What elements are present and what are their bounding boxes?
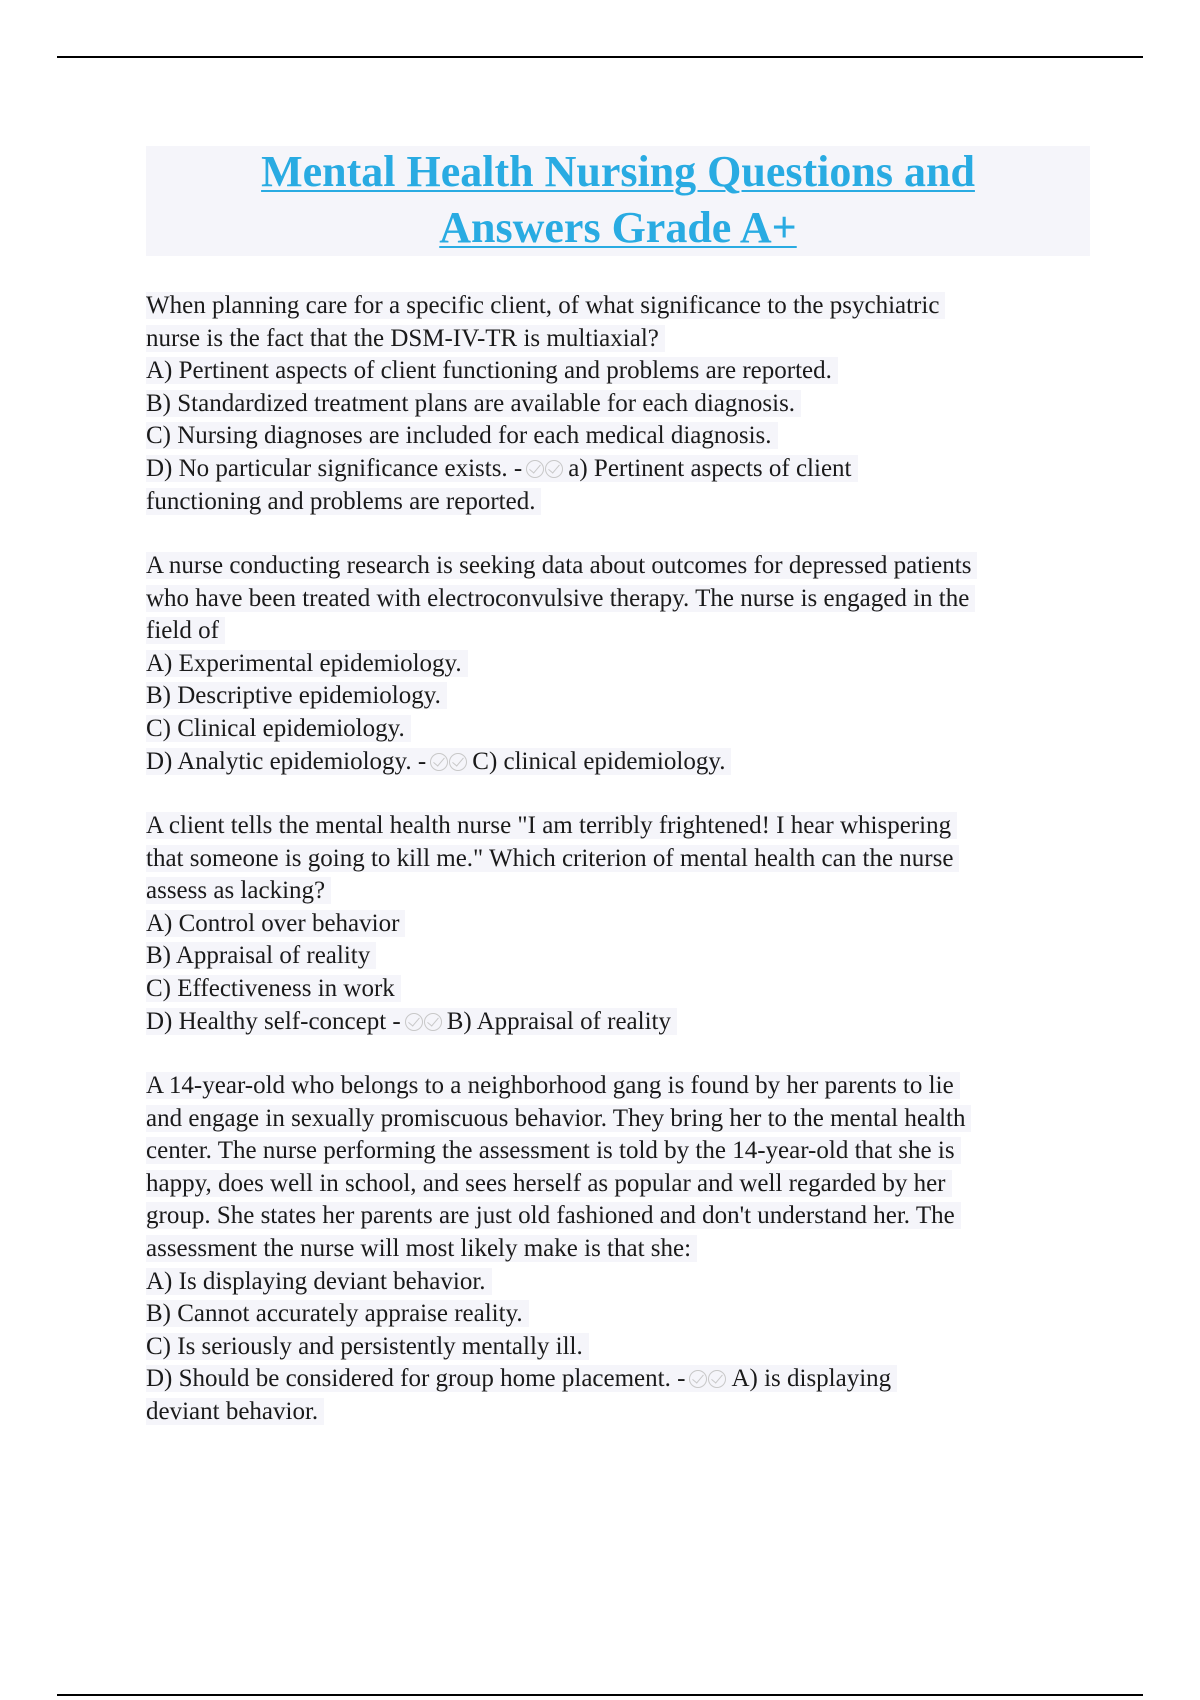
question-line: field of xyxy=(146,615,1090,648)
correct-answer: a) Pertinent aspects of client xyxy=(568,454,852,482)
double-check-icon xyxy=(689,1365,727,1392)
title-block xyxy=(146,146,1090,256)
answer-option: C) Is seriously and persistently mentally ill. xyxy=(146,1331,1090,1364)
question-line: A client tells the mental health nurse "I am terribly frightened! I hear whispering xyxy=(146,810,1090,843)
correct-answer: A) is displaying xyxy=(731,1365,892,1393)
answer-continuation: deviant behavior. xyxy=(146,1396,1090,1429)
answer-option: A) Control over behavior xyxy=(146,908,1090,941)
answer-option: B) Standardized treatment plans are available for each diagnosis. xyxy=(146,388,1090,421)
answer-option: B) Appraisal of reality xyxy=(146,940,1090,973)
page-title-line-2: Answers Grade A+ xyxy=(439,203,797,252)
double-check-icon xyxy=(430,748,468,775)
double-check-icon xyxy=(405,1008,443,1035)
question-line: center. The nurse performing the assessment is told by the 14-year-old that she is xyxy=(146,1135,1090,1168)
question-line: A nurse conducting research is seeking data about outcomes for depressed patients xyxy=(146,550,1090,583)
question-line: who have been treated with electroconvulsive therapy. The nurse is engaged in the xyxy=(146,583,1090,616)
answer-option-with-key: D) No particular significance exists. - a) Pertinent aspects of client xyxy=(146,453,1090,486)
question-line: When planning care for a specific client, of what significance to the psychiatric xyxy=(146,290,1090,323)
question-block-2 xyxy=(146,550,1090,778)
page-title-line-1: Mental Health Nursing Questions and xyxy=(261,147,975,196)
answer-option: A) Is displaying deviant behavior. xyxy=(146,1266,1090,1299)
question-line: assess as lacking? xyxy=(146,875,1090,908)
answer-option: A) Experimental epidemiology. xyxy=(146,648,1090,681)
answer-option: C) Nursing diagnoses are included for each medical diagnosis. xyxy=(146,420,1090,453)
question-block-4 xyxy=(146,1070,1090,1429)
question-line: group. She states her parents are just old fashioned and don't understand her. The xyxy=(146,1200,1090,1233)
question-line: that someone is going to kill me." Which criterion of mental health can the nurse xyxy=(146,843,1090,876)
answer-option-with-key: D) Should be considered for group home placement. - A) is displaying xyxy=(146,1363,1090,1396)
answer-option-with-key: D) Analytic epidemiology. - C) clinical epidemiology. xyxy=(146,746,1090,779)
double-check-icon xyxy=(526,455,564,482)
answer-continuation: functioning and problems are reported. xyxy=(146,486,1090,519)
question-line: happy, does well in school, and sees herself as popular and well regarded by her xyxy=(146,1168,1090,1201)
question-block-1 xyxy=(146,290,1090,518)
question-block-3 xyxy=(146,810,1090,1038)
question-line: nurse is the fact that the DSM-IV-TR is multiaxial? xyxy=(146,323,1090,356)
top-rule xyxy=(57,56,1143,58)
bottom-rule xyxy=(57,1694,1143,1696)
question-line: assessment the nurse will most likely make is that she: xyxy=(146,1233,1090,1266)
answer-option-with-key: D) Healthy self-concept - B) Appraisal of reality xyxy=(146,1006,1090,1039)
answer-option: C) Effectiveness in work xyxy=(146,973,1090,1006)
correct-answer: B) Appraisal of reality xyxy=(446,1007,671,1035)
answer-option: A) Pertinent aspects of client functioning and problems are reported. xyxy=(146,355,1090,388)
question-line: A 14-year-old who belongs to a neighborhood gang is found by her parents to lie xyxy=(146,1070,1090,1103)
answer-option: C) Clinical epidemiology. xyxy=(146,713,1090,746)
answer-option: B) Cannot accurately appraise reality. xyxy=(146,1298,1090,1331)
question-line: and engage in sexually promiscuous behavior. They bring her to the mental health xyxy=(146,1103,1090,1136)
answer-option: B) Descriptive epidemiology. xyxy=(146,680,1090,713)
correct-answer: C) clinical epidemiology. xyxy=(472,747,726,775)
